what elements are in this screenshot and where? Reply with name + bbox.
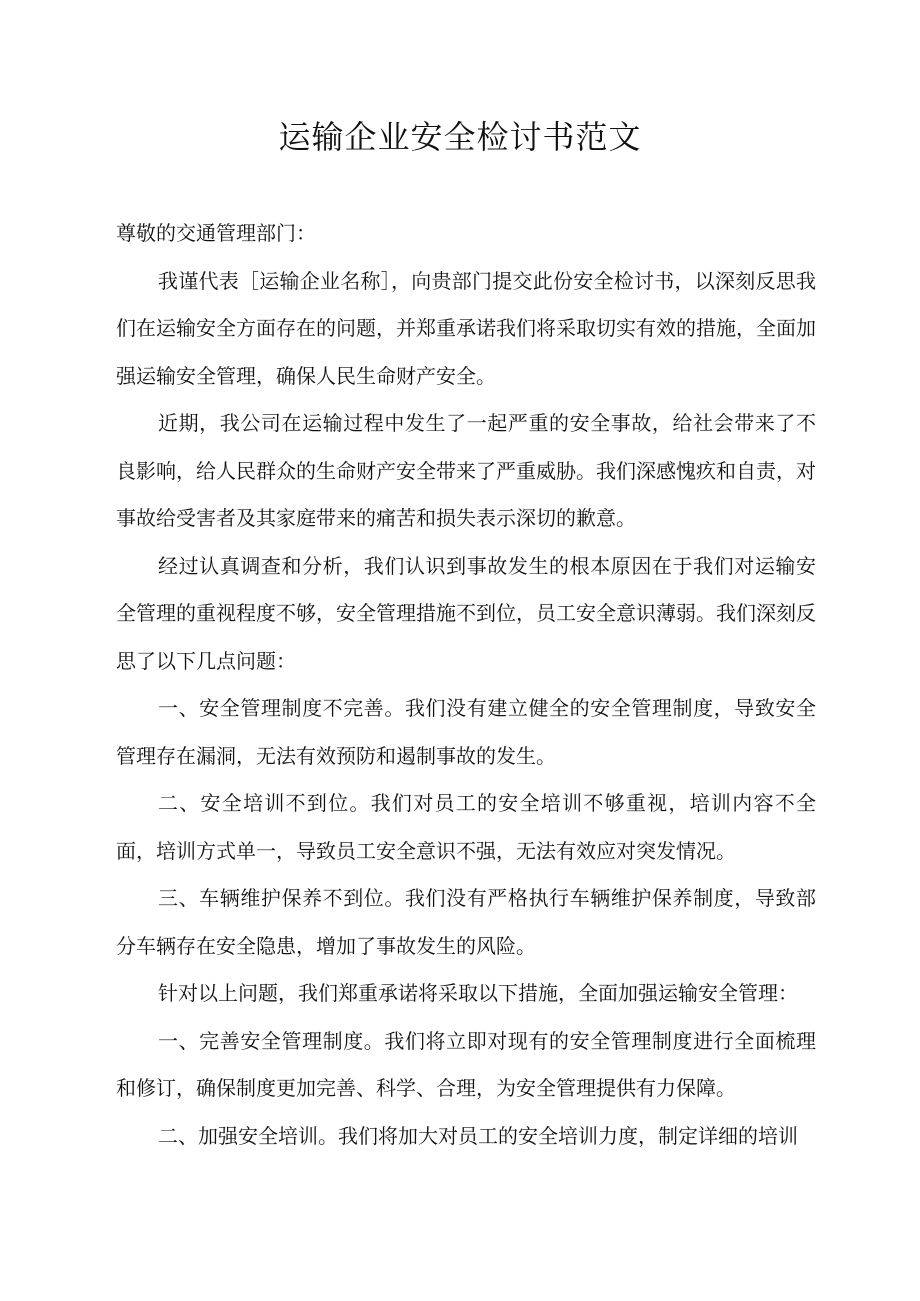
paragraph-intro: 我谨代表［运输企业名称］，向贵部门提交此份安全检讨书，以深刻反思我们在运输安全方面存在的问题，并郑重承诺我们将采取切实有效的措施，全面加强运输安全管理，确保人民生命财产安全。 — [116, 268, 816, 388]
paragraph-measure-1: 一、完善安全管理制度。我们将立即对现有的安全管理制度进行全面梳理和修订，确保制度更加完善、科学、合理，为安全管理提供有力保障。 — [116, 1028, 816, 1100]
document-body — [116, 210, 816, 1160]
paragraph-commitment: 针对以上问题，我们郑重承诺将采取以下措施，全面加强运输安全管理： — [158, 981, 798, 1005]
salutation: 尊敬的交通管理部门： — [116, 221, 316, 245]
paragraph-problem-3: 三、车辆维护保养不到位。我们没有严格执行车辆维护保养制度，导致部分车辆存在安全隐患，增加了事故发生的风险。 — [116, 886, 816, 958]
paragraph-measure-2: 二、加强安全培训。我们将加大对员工的安全培训力度，制定详细的培训 — [158, 1123, 798, 1148]
paragraph-problem-2: 二、安全培训不到位。我们对员工的安全培训不够重视，培训内容不全面，培训方式单一，导致员工安全意识不强，无法有效应对突发情况。 — [116, 791, 816, 863]
paragraph-incident: 近期，我公司在运输过程中发生了一起严重的安全事故，给社会带来了不良影响，给人民群众的生命财产安全带来了严重威胁。我们深感愧疚和自责，对事故给受害者及其家庭带来的痛苦和损失表示深切的歉意。 — [116, 411, 816, 530]
paragraph-problem-1: 一、安全管理制度不完善。我们没有建立健全的安全管理制度，导致安全管理存在漏洞，无法有效预防和遏制事故的发生。 — [116, 696, 816, 768]
document-title: 运输企业安全检讨书范文 — [278, 118, 642, 156]
paragraph-analysis: 经过认真调查和分析，我们认识到事故发生的根本原因在于我们对运输安全管理的重视程度不够，安全管理措施不到位，员工安全意识薄弱。我们深刻反思了以下几点问题： — [116, 553, 816, 673]
